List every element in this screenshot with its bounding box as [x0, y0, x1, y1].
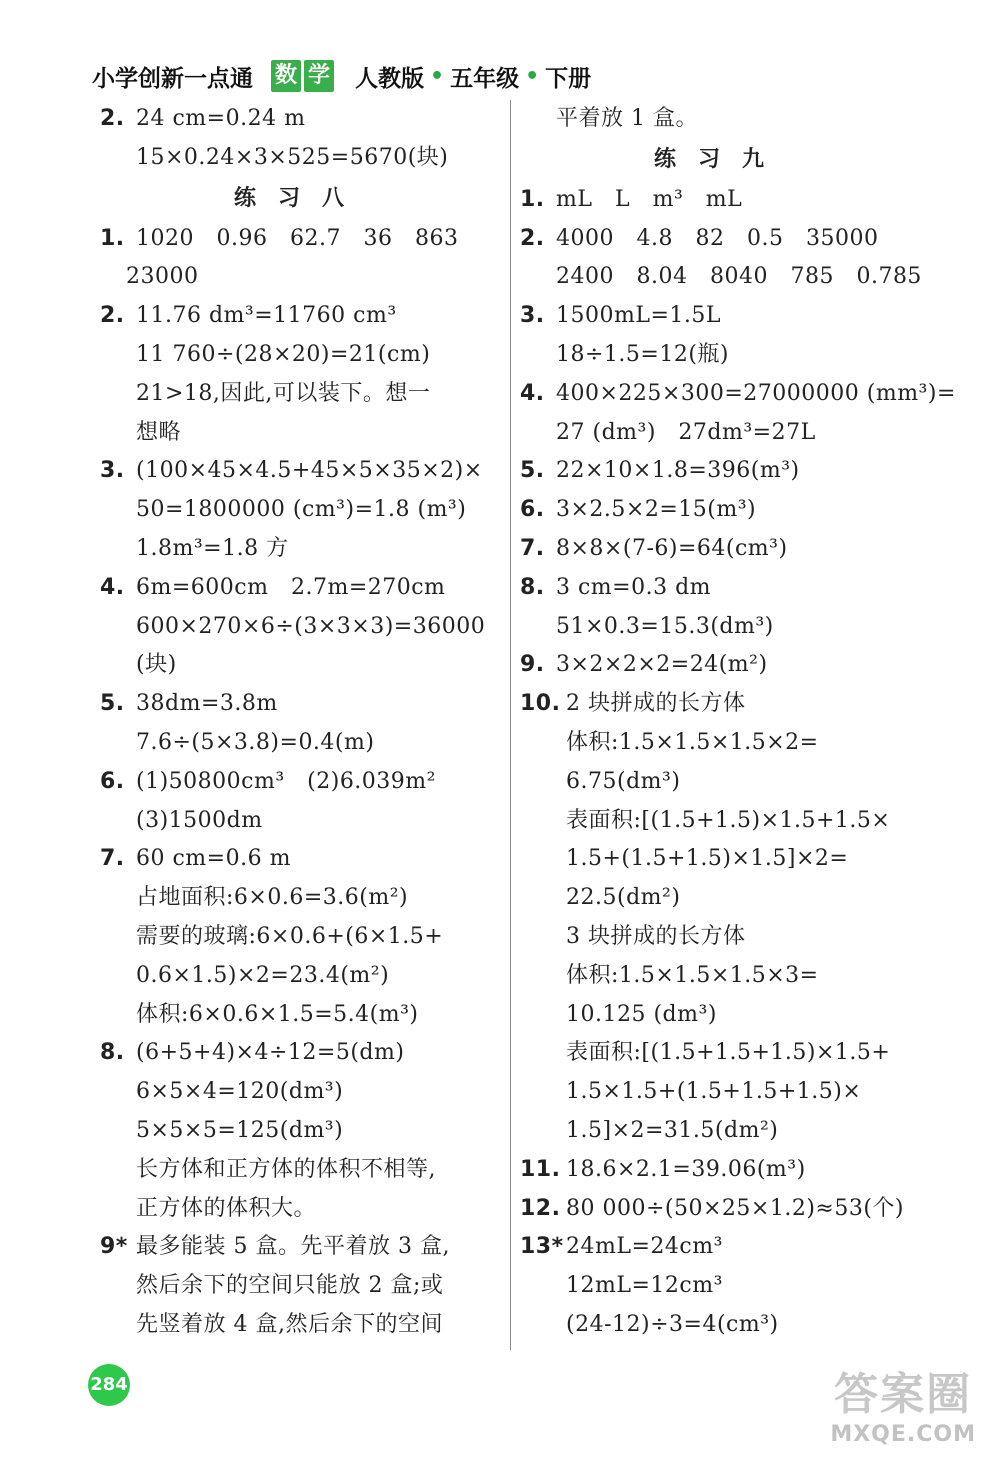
answer-line — [520, 608, 920, 647]
volume-label: 下册 — [545, 65, 592, 92]
answer-line — [100, 1034, 500, 1073]
answer-text: 4000 4.8 82 0.5 35000 — [556, 225, 879, 251]
answer-text: 3 块拼成的长方体 — [566, 923, 746, 949]
answer-text: 3 cm=0.3 dm — [556, 574, 712, 600]
answer-line — [520, 181, 920, 220]
column-divider — [510, 100, 511, 1350]
answer-text: (1)50800cm³ (2)6.039m² — [136, 768, 436, 794]
answer-line — [520, 879, 920, 918]
question-number: 11. — [520, 1156, 561, 1182]
answer-text: 长方体和正方体的体积不相等, — [136, 1156, 436, 1182]
answer-text: 27 (dm³) 27dm³=27L — [556, 419, 816, 445]
answer-line — [100, 996, 500, 1035]
question-number: 4. — [520, 380, 545, 406]
answer-line — [520, 1306, 920, 1345]
answer-line — [100, 840, 500, 879]
answer-text: 22×10×1.8=396(m³) — [556, 458, 800, 484]
answer-line — [100, 100, 500, 139]
answer-text: (24-12)÷3=4(cm³) — [566, 1311, 779, 1337]
question-number: 8. — [100, 1040, 125, 1066]
answer-line — [100, 336, 500, 375]
answer-line — [100, 414, 500, 453]
answer-line — [100, 918, 500, 957]
answer-text: 正方体的体积大。 — [136, 1195, 317, 1221]
question-number: 12. — [520, 1195, 561, 1221]
answer-line — [100, 1151, 500, 1190]
answer-text: 1500mL=1.5L — [556, 303, 721, 329]
answer-line — [520, 452, 920, 491]
answer-text: (6+5+4)×4÷12=5(dm) — [136, 1040, 405, 1066]
question-number: 9. — [520, 652, 545, 678]
answer-text: 3×2.5×2=15(m³) — [556, 497, 757, 523]
answer-text: 6m=600cm 2.7m=270cm — [136, 574, 446, 600]
answer-text: (3)1500dm — [136, 807, 263, 833]
answer-text: 22.5(dm²) — [566, 885, 681, 911]
answer-text: (块) — [136, 652, 177, 678]
answer-line — [520, 1073, 920, 1112]
answer-text: 体积:6×0.6×1.5=5.4(m³) — [136, 1001, 419, 1027]
answer-text: 1.8m³=1.8 方 — [136, 535, 289, 561]
answer-line — [100, 530, 500, 569]
answer-line — [520, 569, 920, 608]
answer-text: (100×45×4.5+45×5×35×2)× — [136, 458, 483, 484]
answer-line — [520, 530, 920, 569]
question-number: 4. — [100, 574, 125, 600]
question-number: 5. — [100, 691, 125, 717]
answer-text: 38dm=3.8m — [136, 691, 278, 717]
answer-line — [100, 957, 500, 996]
answer-text: 21>18,因此,可以装下。想一 — [136, 380, 431, 406]
answer-line — [100, 1112, 500, 1151]
question-number: 10. — [520, 691, 561, 717]
watermark — [830, 1358, 976, 1447]
answer-text: 5×5×5=125(dm³) — [136, 1117, 344, 1143]
right-column — [520, 100, 956, 1345]
answer-line — [520, 220, 920, 259]
answer-text: 2400 8.04 8040 785 0.785 — [556, 264, 922, 290]
answer-text: 1.5×1.5+(1.5+1.5+1.5)× — [566, 1079, 862, 1105]
question-number: 6. — [520, 497, 545, 523]
answer-line — [100, 297, 500, 336]
answer-line — [520, 957, 920, 996]
answer-line — [100, 569, 500, 608]
answer-line — [100, 802, 500, 841]
left-column — [100, 100, 500, 1345]
question-number: 3. — [100, 458, 125, 484]
answer-text: 11.76 dm³=11760 cm³ — [136, 303, 397, 329]
question-number: 5. — [520, 458, 545, 484]
answer-text: 平着放 1 盒。 — [556, 106, 698, 131]
answer-text: 400×225×300=27000000 (mm³)= — [556, 380, 956, 406]
answer-line — [520, 258, 920, 297]
answer-text: 0.6×1.5)×2=23.4(m²) — [136, 962, 390, 988]
answer-text: 表面积:[(1.5+1.5)×1.5+1.5× — [566, 807, 891, 833]
answer-line — [520, 375, 956, 414]
answer-text: 1020 0.96 62.7 36 863 — [136, 225, 459, 251]
page-number-badge: 284 — [88, 1364, 130, 1406]
answer-text: 18÷1.5=12(瓶) — [556, 341, 730, 367]
answer-line — [100, 1190, 500, 1229]
answer-text: 最多能装 5 盒。先平着放 3 盒, — [136, 1234, 450, 1260]
answer-line — [100, 452, 500, 491]
answer-line — [100, 491, 500, 530]
answer-line — [100, 1073, 500, 1112]
question-number: 2. — [100, 303, 125, 329]
answer-text: 1.5+(1.5+1.5)×1.5]×2= — [566, 846, 849, 872]
subject-char-2: 学 — [304, 60, 334, 92]
subject-char-1: 数 — [271, 60, 301, 92]
answer-line — [520, 414, 920, 453]
answer-text: 3×2×2×2=24(m²) — [556, 652, 768, 678]
answer-text: mL L m³ mL — [556, 186, 743, 212]
answer-line — [520, 1034, 920, 1073]
answer-text: 51×0.3=15.3(dm³) — [556, 613, 774, 639]
answer-text: 体积:1.5×1.5×1.5×3= — [566, 962, 819, 988]
answer-line — [520, 996, 920, 1035]
answer-text: 80 000÷(50×25×1.2)≈53(个) — [566, 1195, 905, 1221]
section-heading: 练习八 — [233, 185, 366, 211]
edition-label: 人教版 — [355, 65, 424, 92]
answer-line — [100, 608, 500, 647]
answer-text: 60 cm=0.6 m — [136, 846, 291, 872]
grade-label: 五年级 — [450, 65, 520, 92]
page-header — [92, 58, 591, 94]
answer-text: 1.5]×2=31.5(dm²) — [566, 1117, 779, 1143]
answer-text: 7.6÷(5×3.8)=0.4(m) — [136, 729, 375, 755]
answer-line — [520, 724, 920, 763]
question-number: 3. — [520, 303, 545, 329]
answer-line — [100, 1228, 500, 1267]
answer-line — [520, 918, 920, 957]
answer-line — [520, 1190, 920, 1229]
answer-line — [100, 646, 500, 685]
watermark-logo: 答案圈 — [834, 1369, 973, 1420]
answer-text: 然后余下的空间只能放 2 盒;或 — [136, 1273, 444, 1299]
answer-line — [100, 879, 500, 918]
question-number: 13* — [520, 1234, 564, 1260]
question-number: 6. — [100, 768, 125, 794]
answer-line — [100, 763, 500, 802]
answer-text: 15×0.24×3×525=5670(块) — [136, 144, 449, 170]
answer-text: 占地面积:6×0.6=3.6(m²) — [136, 885, 409, 911]
answer-text: 体积:1.5×1.5×1.5×2= — [566, 729, 819, 755]
answer-line — [520, 685, 920, 724]
section-heading: 练习九 — [653, 146, 786, 172]
answer-text: 24mL=24cm³ — [566, 1234, 723, 1260]
answer-line — [100, 1306, 500, 1345]
question-number: 2. — [520, 225, 545, 251]
question-number: 7. — [520, 535, 545, 561]
answer-line — [520, 100, 920, 139]
question-number: 1. — [100, 225, 125, 251]
question-number: 1. — [520, 186, 545, 212]
answer-line — [100, 375, 500, 414]
answer-line — [520, 763, 920, 802]
answer-text: 想略 — [136, 419, 182, 445]
separator-dot-icon: • — [430, 63, 445, 89]
answer-text: 50=1800000 (cm³)=1.8 (m³) — [136, 497, 467, 523]
answer-text: 6×5×4=120(dm³) — [136, 1079, 344, 1105]
question-number: 8. — [520, 574, 545, 600]
answer-text: 表面积:[(1.5+1.5+1.5)×1.5+ — [566, 1040, 891, 1066]
question-number: 9* — [100, 1234, 128, 1260]
answer-text: 8×8×(7-6)=64(cm³) — [556, 535, 788, 561]
answer-line — [100, 724, 500, 763]
answer-line — [520, 1151, 920, 1190]
question-number: 2. — [100, 106, 125, 131]
answer-line — [520, 840, 920, 879]
answer-line — [520, 336, 920, 375]
answer-text: 先竖着放 4 盒,然后余下的空间 — [136, 1311, 443, 1337]
answer-line — [520, 646, 920, 685]
watermark-url: MXQE.COM — [830, 1422, 976, 1447]
answer-line — [100, 220, 500, 259]
separator-dot-icon: • — [525, 63, 540, 89]
answer-line — [520, 297, 920, 336]
answer-line — [520, 1112, 920, 1151]
answer-line — [100, 1267, 500, 1306]
answer-text: 11 760÷(28×20)=21(cm) — [136, 341, 431, 367]
answer-text: 24 cm=0.24 m — [136, 106, 306, 131]
answer-line — [520, 1228, 920, 1267]
answer-line — [100, 139, 500, 178]
answer-text: 需要的玻璃:6×0.6+(6×1.5+ — [136, 923, 444, 949]
answer-line — [520, 491, 920, 530]
book-series-title: 小学创新一点通 — [92, 65, 253, 92]
answer-line — [520, 802, 920, 841]
answer-text: 6.75(dm³) — [566, 768, 681, 794]
answer-text: 600×270×6÷(3×3×3)=36000 — [136, 613, 486, 639]
question-number: 7. — [100, 846, 125, 872]
answer-line — [520, 1267, 920, 1306]
subject-badge — [271, 60, 337, 92]
answer-text: 2 块拼成的长方体 — [566, 691, 746, 717]
answer-text: 18.6×2.1=39.06(m³) — [566, 1156, 806, 1182]
answer-line — [100, 258, 500, 297]
answer-line — [100, 685, 500, 724]
answer-text: 10.125 (dm³) — [566, 1001, 717, 1027]
answer-text: 12mL=12cm³ — [566, 1273, 723, 1299]
answer-text: 23000 — [126, 264, 199, 290]
